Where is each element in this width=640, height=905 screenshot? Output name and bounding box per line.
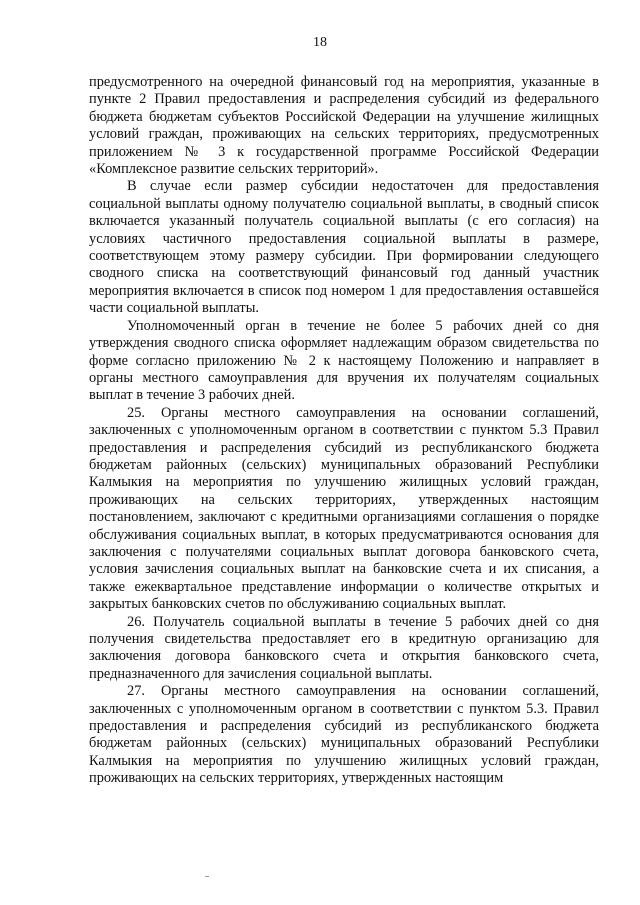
paragraph-item-25: 25. Органы местного самоуправления на основании соглашений, заключенных с уполномоченным органом в соответствии с пунктом 5.3 Правил предоставления и распределения субсидий из республиканского бюджета бюджетам районных (сельских) муниципальных образований Республики Калмыкия на мероприятия по улучшению жилищных условий граждан, проживающих на сельских территориях, утвержденных настоящим постановлением, заключают с кредитными организациями соглашения о порядке обслуживания социальных выплат, в которых предусматриваются основания для заключения с получателями социальных выплат договора банковского счета, условия зачисления социальных выплат на банковские счета и их списания, а также ежеквартальное представление информации о количестве открытых и закрытых банковских счетов по обслуживанию социальных выплат. bbox=[89, 404, 599, 613]
scan-mark bbox=[205, 876, 209, 877]
paragraph-certificates: Уполномоченный орган в течение не более 5 рабочих дней со дня утверждения сводного списка оформляет надлежащим образом свидетельства по форме согласно приложению № 2 к настоящему Положению и направляет в органы местного самоуправления для вручения их получателям социальных выплат в течение 3 рабочих дней. bbox=[89, 317, 599, 404]
page-number: 18 bbox=[313, 35, 327, 50]
paragraph-item-26: 26. Получатель социальной выплаты в течение 5 рабочих дней со дня получения свидетельства предоставляет его в кредитную организацию для заключения договора банковского счета и открытия банковского счета, предназначенного для зачисления социальной выплаты. bbox=[89, 613, 599, 682]
paragraph-insufficient-subsidy: В случае если размер субсидии недостаточен для предоставления социальной выплаты одному получателю социальной выплаты, в сводный список включается указанный получатель социальной выплаты (с его согласия) на условиях частичного предоставления социальной выплаты в размере, соответствующем этому размеру субсидии. При формировании следующего сводного списка на соответствующий финансовый год данный участник мероприятия включается в список под номером 1 для предоставления оставшейся части социальной выплаты. bbox=[89, 178, 599, 317]
document-body bbox=[89, 74, 599, 788]
paragraph-continuation: предусмотренного на очередной финансовый год на мероприятия, указанные в пункте 2 Правил предоставления и распределения субсидий из федерального бюджета бюджетам субъектов Российской Федерации на улучшение жилищных условий граждан, проживающих на сельских территориях, предусмотренных приложением № 3 к государственной программе Российской Федерации «Комплексное развитие сельских территорий». bbox=[89, 74, 599, 178]
paragraph-item-27: 27. Органы местного самоуправления на основании соглашений, заключенных с уполномоченным органом в соответствии с пунктом 5.3. Правил предоставления и распределения субсидий из республиканского бюджета бюджетам районных (сельских) муниципальных образований Республики Калмыкия на мероприятия по улучшению жилищных условий граждан, проживающих на сельских территориях, утвержденных настоящим bbox=[89, 683, 599, 787]
